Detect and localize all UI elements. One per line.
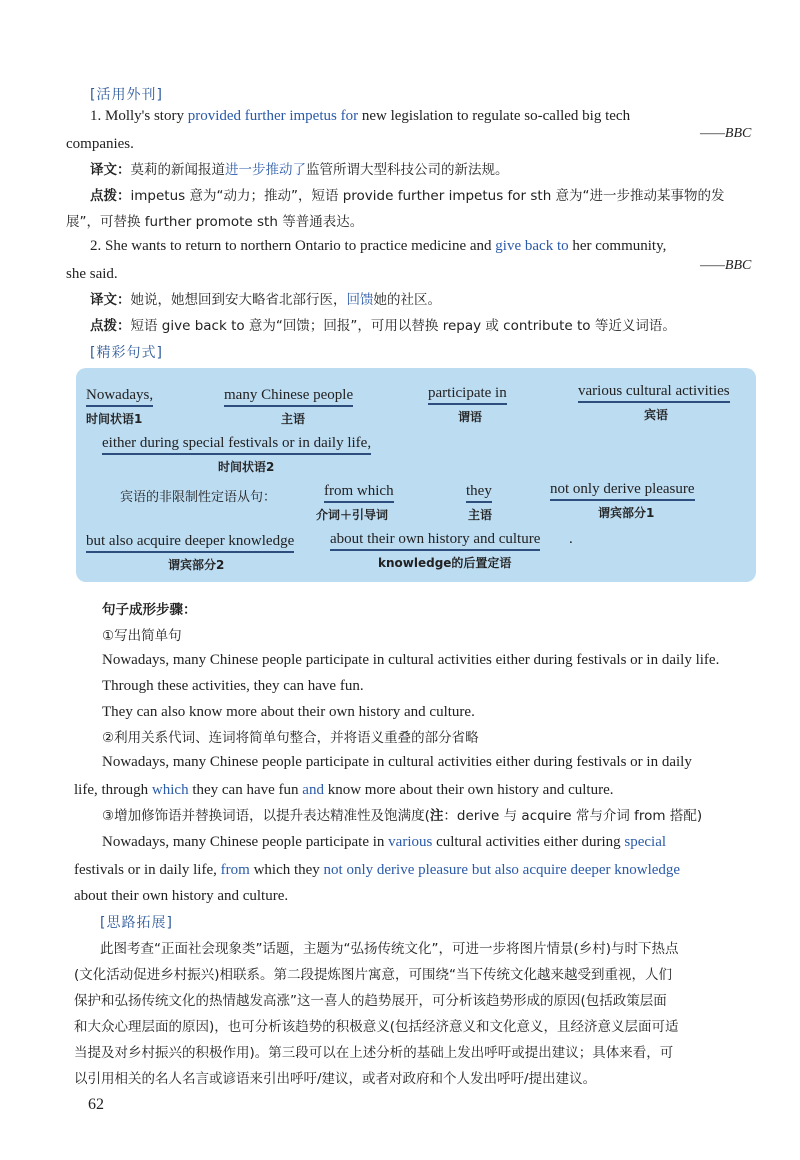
tip-label: 点拨： xyxy=(90,318,131,334)
step-1-sentence-1: Nowadays, many Chinese people participate in cultural activities either during festivals or in daily life. xyxy=(102,652,720,668)
fragment-from-which: from which xyxy=(324,482,394,503)
example-1-highlight: provided further impetus for xyxy=(187,108,359,124)
step-3-line-3: about their own history and culture. xyxy=(74,888,289,904)
page-number: 62 xyxy=(88,1096,104,1113)
ideas-line-5: 当提及对乡村振兴的积极作用)。第三段可以在上述分析的基础上发出呼吁或提出建议；具体来看，可 xyxy=(74,1045,674,1061)
fragment-predicate: participate in xyxy=(428,384,507,405)
text: which they xyxy=(249,862,324,878)
label-object: 宾语 xyxy=(644,408,669,422)
example-1-text-post: new legislation to regulate so-called big tech xyxy=(358,108,631,124)
translation-text: 莫莉的新闻报道 xyxy=(130,162,225,178)
ideas-line-3: 保护和弘扬传统文化的热情越发高涨”这一喜人的趋势展开，可分析该趋势形成的原因(包括政策层面 xyxy=(74,993,667,1009)
ideas-paragraph xyxy=(74,936,754,1092)
translation-text-post: 监管所谓大型科技公司的新法规。 xyxy=(306,162,509,178)
note-label: 注 xyxy=(429,808,444,824)
example-2-text: 2. She wants to return to northern Ontario to practice medicine and xyxy=(90,238,496,254)
example-2-highlight: give back to xyxy=(495,238,569,254)
step-1-sentence-2: Through these activities, they can have fun. xyxy=(102,678,364,694)
example-2-source: ——BBC xyxy=(700,258,752,273)
translation-highlight: 回馈 xyxy=(346,292,374,308)
text: cultural activities either during xyxy=(432,834,625,850)
highlight-from: from xyxy=(220,862,250,878)
step-2-title: ②利用关系代词、连词将简单句整合，并将语义重叠的部分省略 xyxy=(102,730,479,746)
text: know more about their own history and culture. xyxy=(323,782,614,798)
fragment-adverbial-1: Nowadays, xyxy=(86,386,153,407)
label-adverbial-2: 时间状语2 xyxy=(218,460,275,474)
label-derive-pleasure: 谓宾部分1 xyxy=(598,506,655,520)
fragment-derive-pleasure: not only derive pleasure xyxy=(550,480,695,501)
fragment-they: they xyxy=(466,482,492,503)
highlight-derive-acquire: not only derive pleasure but also acquire deeper knowledge xyxy=(323,862,681,878)
example-2-translation xyxy=(90,290,441,310)
example-2-line-2: she said. xyxy=(66,266,118,282)
highlight-special: special xyxy=(624,834,667,850)
tip-text: impetus 意为“动力；推动”，短语 provide further impetus for sth 意为“进一步推动某事物的发 xyxy=(130,188,725,204)
example-1-line-2: companies. xyxy=(66,136,134,152)
fragment-subject: many Chinese people xyxy=(224,386,353,407)
fragment-adverbial-2: either during special festivals or in daily life, xyxy=(102,434,371,455)
step-1-title: ①写出简单句 xyxy=(102,628,182,644)
example-1-translation xyxy=(90,160,509,180)
ideas-line-4: 和大众心理层面的原因)，也可分析该趋势的积极意义(包括经济意义和文化意义，且经济意义层面可适 xyxy=(74,1019,679,1035)
text: festivals or in daily life, xyxy=(74,862,221,878)
label-acquire-knowledge: 谓宾部分2 xyxy=(168,558,225,572)
text: ：derive 与 acquire 常与介词 from 搭配) xyxy=(443,808,703,824)
tip-text: 短语 give back to 意为“回馈；回报”，可用以替换 repay 或 contribute to 等近义词语。 xyxy=(130,318,676,334)
label-predicate: 谓语 xyxy=(458,410,483,424)
text: life, through xyxy=(74,782,152,798)
fragment-postmodifier: about their own history and culture xyxy=(330,530,540,551)
label-subject: 主语 xyxy=(281,412,306,426)
step-3-line-2 xyxy=(74,860,680,880)
ideas-line-2: (文化活动促进乡村振兴)相联系。第二段提炼图片寓意，可围绕“当下传统文化越来越受到重视，人们 xyxy=(74,967,673,983)
example-2-line-1 xyxy=(90,236,666,256)
section-title-usage: [活用外刊] xyxy=(90,87,163,103)
section-title-sentence: [精彩句式] xyxy=(90,345,163,361)
text: Nowadays, many Chinese people participate in xyxy=(102,834,389,850)
translation-label: 译文： xyxy=(90,162,131,178)
highlight-which: which xyxy=(151,782,189,798)
text: they can have fun xyxy=(188,782,303,798)
step-2-line-2 xyxy=(74,780,613,800)
label-from-which: 介词＋引导词 xyxy=(316,508,389,522)
example-1-source: ——BBC xyxy=(700,126,752,141)
tip-label: 点拨： xyxy=(90,188,131,204)
label-adverbial-1: 时间状语1 xyxy=(86,412,143,426)
step-1-sentence-3: They can also know more about their own history and culture. xyxy=(102,704,475,720)
ideas-line-1: 此图考查“正面社会现象类”话题，主题为“弘扬传统文化”，可进一步将图片情景(乡村)与时下热点 xyxy=(100,941,679,957)
example-1-line-1 xyxy=(90,106,630,126)
steps-title: 句子成形步骤： xyxy=(102,602,197,618)
step-2-line-1: Nowadays, many Chinese people participate in cultural activities either during festivals or in daily xyxy=(102,754,692,770)
example-1-tip-line-1 xyxy=(90,186,725,206)
fragment-object: various cultural activities xyxy=(578,382,730,403)
example-2-text-post: her community, xyxy=(568,238,667,254)
label-they: 主语 xyxy=(468,508,493,522)
translation-text-post: 她的社区。 xyxy=(373,292,441,308)
section-title-ideas: [思路拓展] xyxy=(100,915,173,931)
sentence-end-period: . xyxy=(569,531,573,547)
highlight-various: various xyxy=(388,834,433,850)
highlight-and: and xyxy=(302,782,324,798)
example-1-tip-line-2: 展”，可替换 further promote sth 等普通表达。 xyxy=(66,214,364,230)
sentence-analysis-box xyxy=(76,368,756,582)
step-3-title xyxy=(102,806,702,826)
fragment-acquire-knowledge: but also acquire deeper knowledge xyxy=(86,532,294,553)
label-postmodifier: knowledge的后置定语 xyxy=(378,556,512,570)
text: ③增加修饰语并替换词语，以提升表达精准性及饱满度( xyxy=(102,808,430,824)
example-2-tip xyxy=(90,316,676,336)
translation-highlight: 进一步推动了 xyxy=(225,162,306,178)
example-1-text: 1. Molly's story xyxy=(90,108,188,124)
clause-intro-label: 宾语的非限制性定语从句： xyxy=(120,490,277,505)
translation-text: 她说，她想回到安大略省北部行医， xyxy=(130,292,347,308)
step-3-line-1 xyxy=(102,832,666,852)
translation-label: 译文： xyxy=(90,292,131,308)
ideas-line-6: 以引用相关的名人名言或谚语来引出呼吁/建议，或者对政府和个人发出呼吁/提出建议。 xyxy=(74,1071,597,1087)
